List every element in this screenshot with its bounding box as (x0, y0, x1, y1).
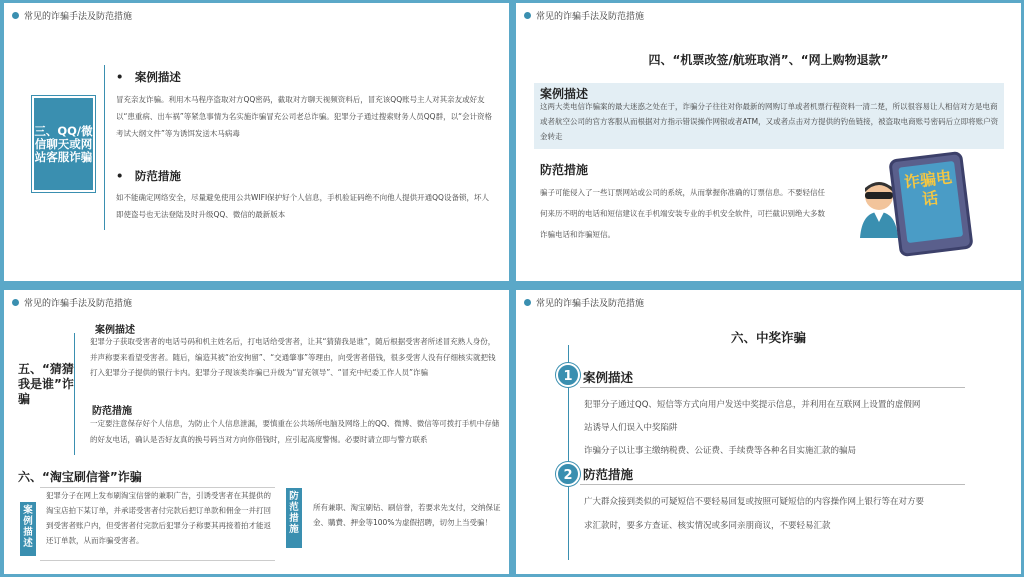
heading-underline (580, 387, 965, 388)
prevent-text: 如不能确定网络安全，尽量避免使用公共WIFI保护好个人信息，手机验证码绝不向他人提供开通QQ设备锁，坏人即使盗号也无法登陆及时升级QQ、微信的最新版本 (116, 193, 489, 219)
slide-lottery-fraud (516, 290, 1021, 574)
header-text: 常见的诈骗手法及防范措施 (24, 299, 133, 309)
section-label: 三、QQ/微信聊天或网站客服诈骗 (32, 96, 95, 192)
prevent-text: 骗子可能侵入了一些订票网站或公司的系统，从而掌握你准确的订票信息。不要轻信任何来历不明的电话和短信建议在手机端安装专业的手机安全软件，可拦截识别绝大多数诈骗电话和诈骗短信。 (540, 188, 825, 239)
slide-header (524, 296, 644, 309)
slide-guess-who-fraud (4, 290, 509, 574)
prevent-heading: • 防范措施 (116, 169, 181, 183)
prevent-line: 广大群众接到类似的可疑短信不要轻易回复或按照可疑短信的内容操作网上银行等在对方要 (584, 497, 925, 507)
case-line: 站诱导人们误入中奖陷阱 (584, 423, 678, 433)
slide-header (12, 9, 132, 22)
prevent-heading: 防范措施 (540, 163, 589, 177)
case-text: 冒充亲友诈骗。利用木马程序盗取对方QQ密码，截取对方聊天视频资料后，冒充该QQ账号主人对其亲友或好友以“患重病、出车祸”等紧急事情为名实施诈骗冒充公司老总诈骗。犯罪分子通过搜索财务人员QQ群，以“会计资格考试大纲文件”等为诱饵发送木马病毒 (116, 95, 492, 138)
step-number-1: 1 (556, 363, 580, 387)
section-label: 五、“猜猜我是谁”诈骗 (18, 362, 74, 406)
case-line: 诈骗分子以让事主缴纳税费、公证费、手续费等各种名目实施汇款的骗局 (584, 446, 857, 456)
header-dot-icon (524, 299, 531, 306)
header-dot-icon (12, 299, 19, 306)
slide-ticket-refund-fraud (516, 3, 1021, 281)
heading-underline (580, 484, 965, 485)
slide-header (524, 9, 644, 22)
header-dot-icon (12, 12, 19, 19)
prevent-text (584, 490, 1004, 538)
slide-qq-wechat-fraud (4, 3, 509, 281)
prevent-line: 求汇款时，要多方查证、核实情况或多同亲朋商议，不要轻易汇款 (584, 521, 831, 531)
prevent6-text: 所有兼职、淘宝刷钻、刷信誉，若要求先支付，交纳保证金、購費、押金等100%为虚假招聘，切勿上当受骗！ (313, 503, 501, 527)
prevent-text: 一定要注意保存好个人信息，为防止个人信息泄漏，要慎重在公共场所电脑及网络上的QQ、微博、微信等可拨打手机中存储的好友电话，确认是否好友真的换号码当对方向你借钱时，应引起高度警惕。必要时请立即与警方联系 (90, 419, 500, 444)
step-number-2: 2 (556, 462, 580, 486)
case-heading: 案例描述 (95, 325, 135, 336)
prevent-heading: 防范措施 (92, 406, 132, 417)
case-label-tag: 案例描述 (20, 502, 36, 556)
bracket-line (74, 333, 82, 455)
slide-title: 四、“机票改签/航班取消”、“网上购物退款” (648, 53, 889, 67)
phone-screen-text: 诈骗电话 (898, 161, 963, 243)
slide-title: 六、中奖诈骗 (730, 330, 806, 345)
case-heading: 案例描述 (540, 87, 589, 101)
slide-header (12, 296, 132, 309)
section6-title: 六、“淘宝刷信誉”诈骗 (18, 470, 142, 484)
case-heading: • 案例描述 (116, 70, 181, 84)
header-dot-icon (524, 12, 531, 19)
prevent-label-tag: 防范措施 (286, 488, 302, 548)
header-text: 常见的诈骗手法及防范措施 (536, 299, 645, 309)
case-heading: 案例描述 (583, 370, 634, 385)
case6-text: 犯罪分子在网上发布刷淘宝信誉的兼职广告，引诱受害者在其提供的淘宝店拍下某订单，并承诺受害者付完款后把订单款和佣金一并打回到受害者账户内，但受害者付完款后犯罪分子称要其再接着拍才能返还订单款，从而诈骗受害者。 (46, 491, 271, 545)
phone-icon (888, 151, 973, 257)
divider-line (104, 65, 105, 230)
header-text: 常见的诈骗手法及防范措施 (536, 12, 645, 22)
case-text: 犯罪分子获取受害者的电话号码和机主姓名后，打电话给受害者，让其“猜猜我是谁”，随后根据受害者所述冒充熟人身份，并声称要来看望受害者。随后，编造其被“治安拘留”、“交通肇事”等理由，向受害者借钱，很多受害人没有仔细核实就把钱打入犯罪分子提供的银行卡内。犯罪分子现该类诈骗已升级为“冒充领导”、“冒充中纪委工作人员”诈骗 (90, 337, 496, 377)
header-text: 常见的诈骗手法及防范措施 (24, 12, 133, 22)
case-text: 这两大类电信诈骗案的最大迷惑之处在于，诈骗分子往往对你最新的网购订单或者机票行程资料一清二楚，所以很容易让人相信对方是电商或者航空公司的官方客服从而根据对方指示错误操作网银或者ATM，又或者点击对方提供的钓鱼链接，被盗取电商账号密码后立即将账户资金转走 (540, 102, 999, 141)
case-text (584, 394, 1004, 463)
prevent-heading: 防范措施 (583, 467, 634, 482)
case-line: 犯罪分子通过QQ、短信等方式向用户发送中奖提示信息，并利用在互联网上设置的虚假网 (584, 400, 921, 410)
